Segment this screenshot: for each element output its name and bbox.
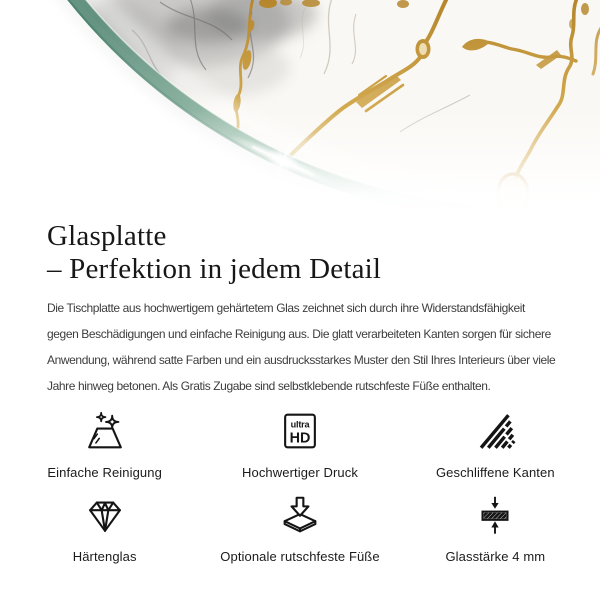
feature-label: Härtenglas xyxy=(72,549,137,564)
description-line: Die Tischplatte aus hochwertigem gehärtetem Glas zeichnet sich durch ihre Widerstandsfähigkeit xyxy=(47,301,525,315)
glass-thickness-icon xyxy=(472,492,518,538)
feature-item-hardened-glass xyxy=(7,492,202,564)
feature-grid xyxy=(7,408,593,564)
description-line: Jahre hinweg betonen. Als Gratis Zugabe sind selbstklebende rutschfeste Füße enthalten. xyxy=(47,379,491,393)
product-description-text xyxy=(47,295,600,399)
feature-label: Geschliffene Kanten xyxy=(435,465,555,480)
description-line: gegen Beschädigungen und einfache Reinigung aus. Die glatt verarbeiteten Kanten sorgen für sichere xyxy=(47,327,551,341)
ultra-hd-badge-bottom: HD xyxy=(289,430,311,447)
polished-edges-icon xyxy=(472,408,518,454)
diamond-hardened-glass-icon xyxy=(82,492,128,538)
sparkling-glass-icon xyxy=(82,408,128,454)
feature-item-anti-slip-feet xyxy=(202,492,397,564)
anti-slip-feet-icon xyxy=(277,492,323,538)
ultra-hd-icon xyxy=(277,408,323,454)
feature-item-polished-edges xyxy=(398,408,593,480)
ultra-hd-badge-top: ultra xyxy=(290,419,310,430)
feature-label: Hochwertiger Druck xyxy=(242,465,358,480)
hero-illustration xyxy=(0,0,600,215)
product-hero-image xyxy=(0,0,600,215)
feature-item-easy-cleaning xyxy=(7,408,202,480)
feature-item-glass-thickness xyxy=(398,492,593,564)
feature-item-print-quality xyxy=(202,408,397,480)
description-line: Anwendung, während satte Farben und ein ausdrucksstarkes Muster den Stil Ihres Interieurs über viele xyxy=(47,353,556,367)
feature-label: Einfache Reinigung xyxy=(47,465,162,480)
feature-label: Optionale rutschfeste Füße xyxy=(220,549,380,564)
photo-fade xyxy=(0,108,600,215)
feature-label: Glasstärke 4 mm xyxy=(445,549,546,564)
page-title-line1: Glasplatte xyxy=(47,220,167,252)
page-title-line2: – Perfektion in jedem Detail xyxy=(47,253,382,285)
page-title xyxy=(47,220,553,286)
